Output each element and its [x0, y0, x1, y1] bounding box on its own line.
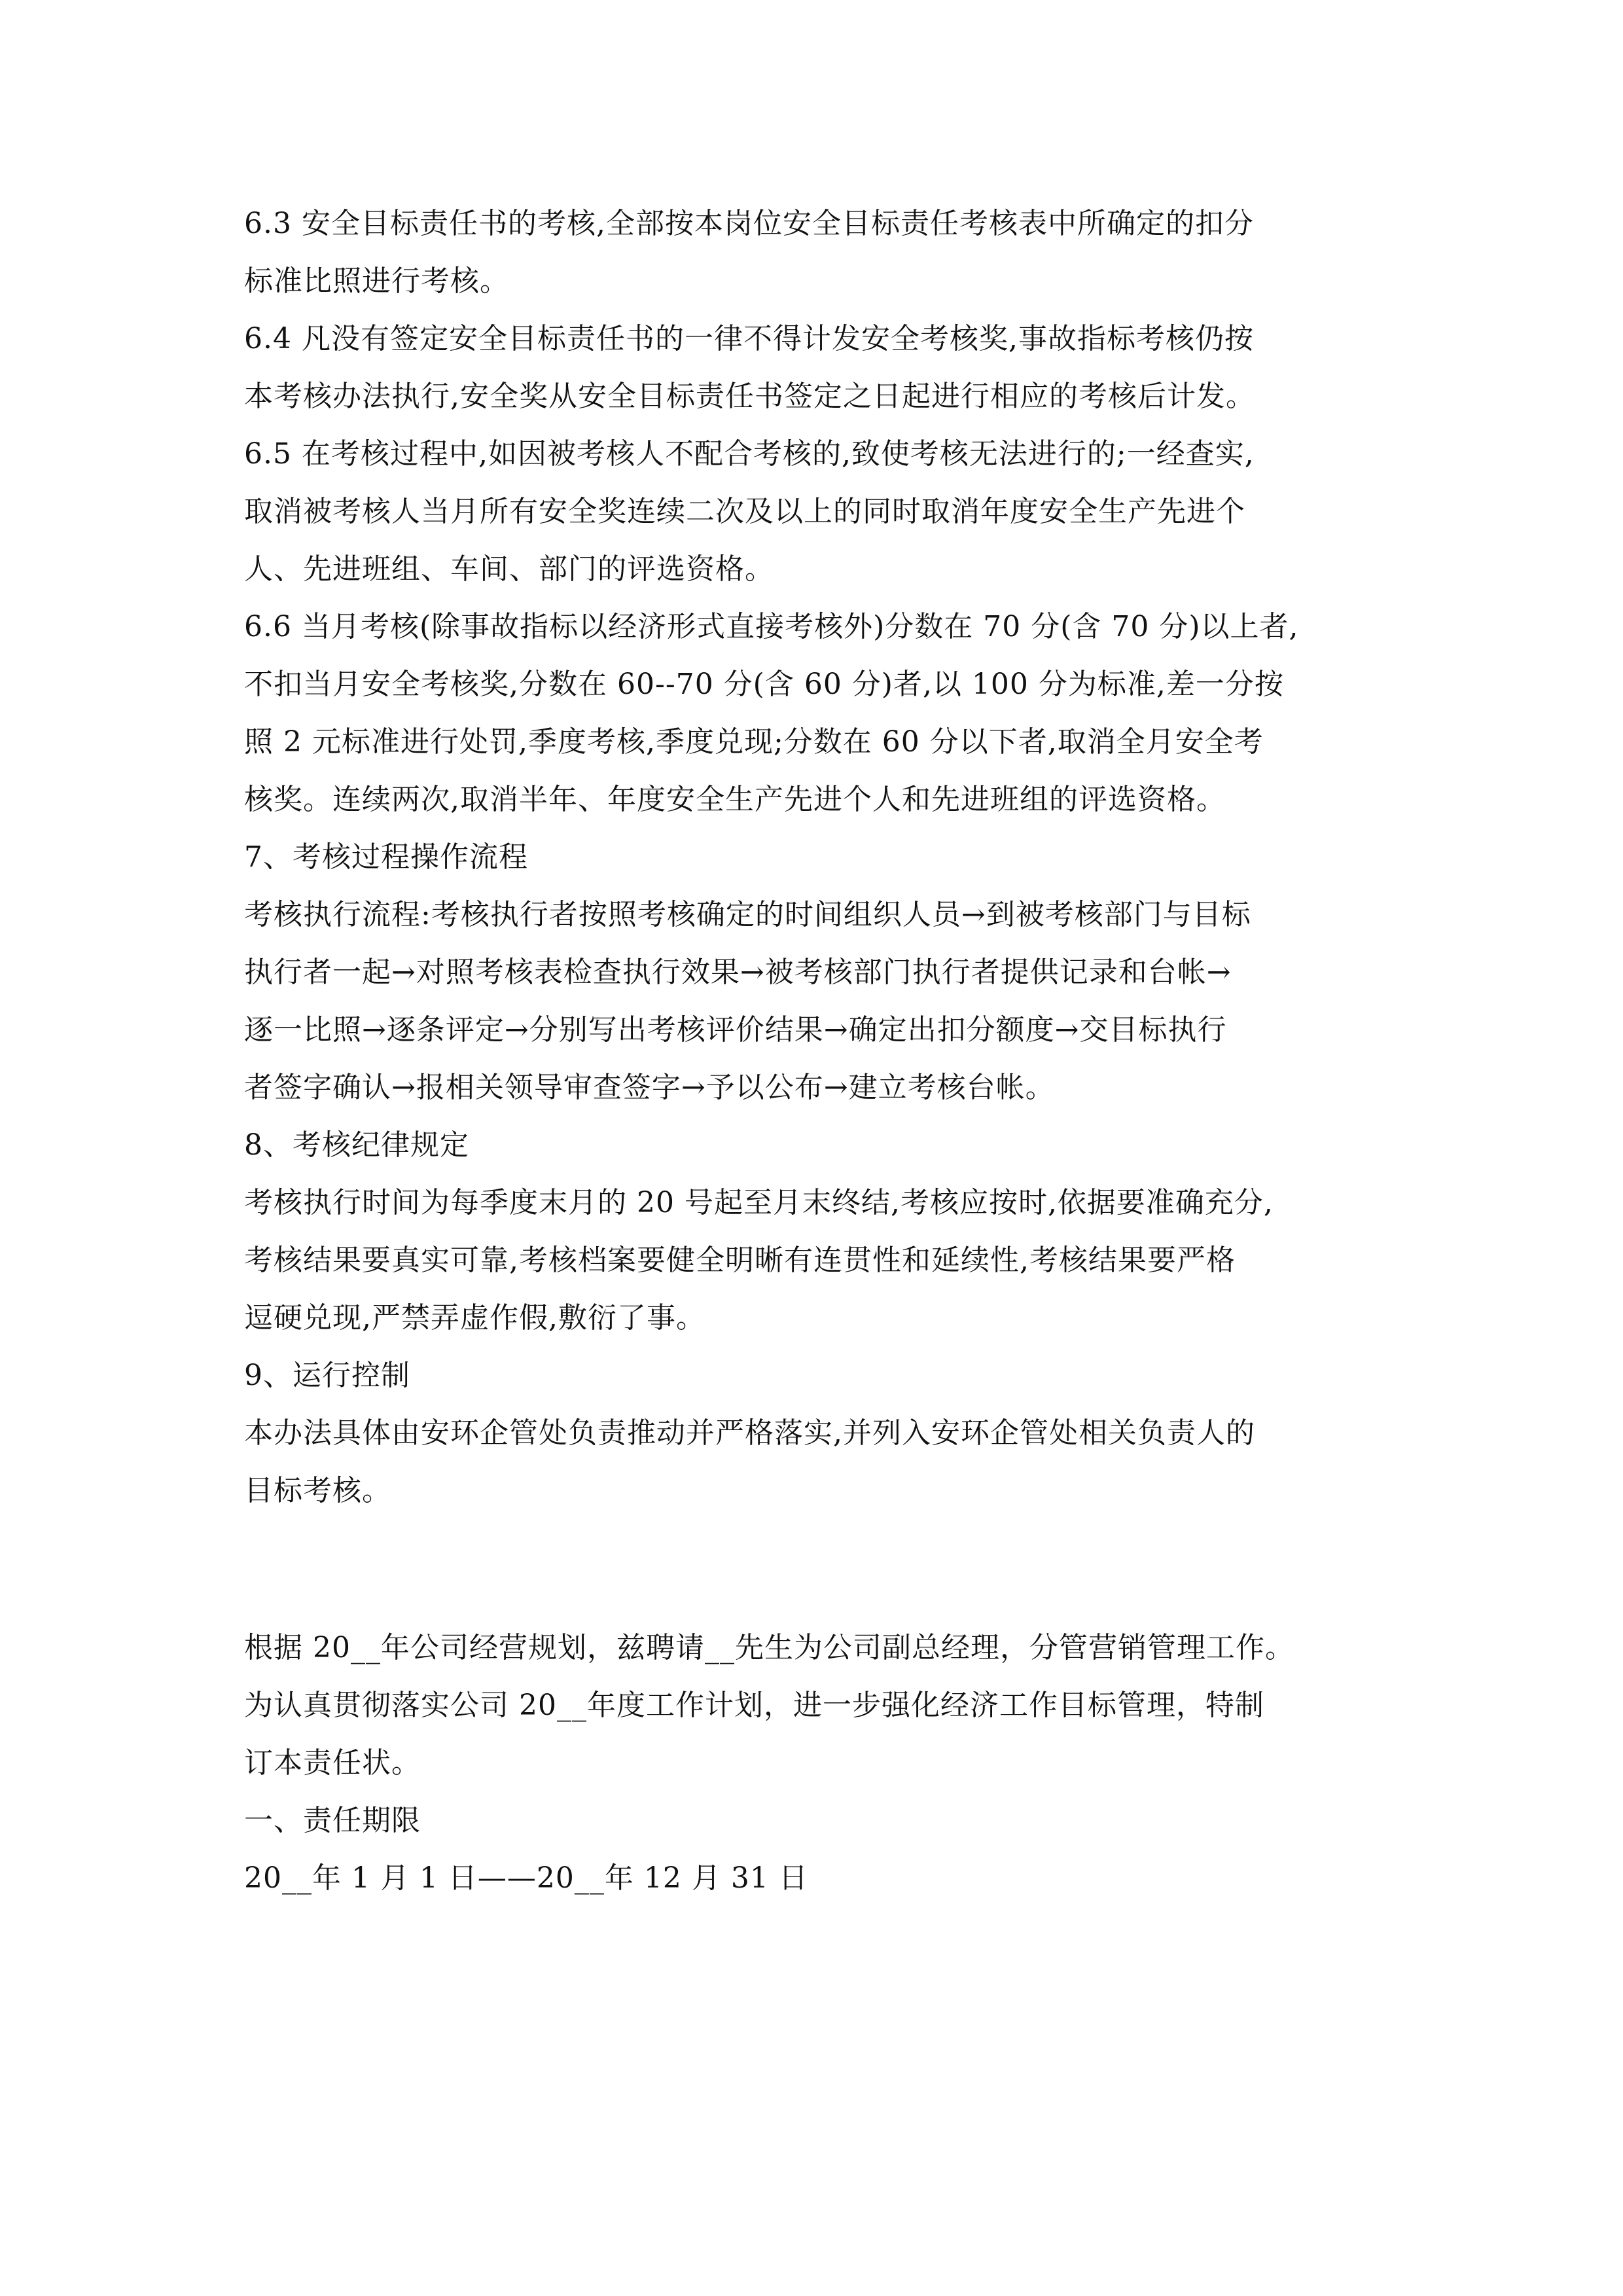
- paragraph-line: 逐一比照→逐条评定→分别写出考核评价结果→确定出扣分额度→交目标执行: [244, 1013, 1227, 1047]
- paragraph-line: 本考核办法执行,安全奖从安全目标责任书签定之日起进行相应的考核后计发。: [244, 380, 1255, 413]
- paragraph-line: 者签字确认→报相关领导审查签字→予以公布→建立考核台帐。: [244, 1071, 1055, 1104]
- document-body: [244, 195, 1416, 1907]
- paragraph-line: 取消被考核人当月所有安全奖连续二次及以上的同时取消年度安全生产先进个: [244, 495, 1245, 528]
- paragraph-line: 执行者一起→对照考核表检查执行效果→被考核部门执行者提供记录和台帐→: [244, 956, 1232, 989]
- section-heading: 8、考核纪律规定: [244, 1128, 469, 1162]
- paragraph-line: 订本责任状。: [244, 1746, 421, 1780]
- section-heading: 7、考核过程操作流程: [244, 840, 528, 874]
- paragraph-line: 核奖。连续两次,取消半年、年度安全生产先进个人和先进班组的评选资格。: [244, 783, 1226, 816]
- paragraph-line: 考核执行时间为每季度末月的 20 号起至月末终结,考核应按时,依据要准确充分,: [244, 1186, 1274, 1219]
- paragraph-line: 目标考核。: [244, 1474, 391, 1507]
- paragraph-line: 6.3 安全目标责任书的考核,全部按本岗位安全目标责任考核表中所确定的扣分: [244, 207, 1254, 240]
- section-heading: 一、责任期限: [244, 1804, 421, 1837]
- paragraph-line: 标准比照进行考核。: [244, 264, 509, 298]
- paragraph-line: 考核执行流程:考核执行者按照考核确定的时间组织人员→到被考核部门与目标: [244, 898, 1251, 931]
- paragraph-line: 6.4 凡没有签定安全目标责任书的一律不得计发安全考核奖,事故指标考核仍按: [244, 322, 1254, 355]
- paragraph-line: 人、先进班组、车间、部门的评选资格。: [244, 552, 774, 586]
- paragraph-line: 本办法具体由安环企管处负责推动并严格落实,并列入安环企管处相关负责人的: [244, 1416, 1255, 1450]
- paragraph-line: 考核结果要真实可靠,考核档案要健全明晰有连贯性和延续性,考核结果要严格: [244, 1244, 1236, 1277]
- section-gap: [244, 1520, 1416, 1619]
- paragraph-line: 不扣当月安全考核奖,分数在 60--70 分(含 60 分)者,以 100 分为标准,差一分按: [244, 668, 1284, 701]
- date-range-line: 20__年 1 月 1 日——20__年 12 月 31 日: [244, 1861, 808, 1895]
- paragraph-line: 6.6 当月考核(除事故指标以经济形式直接考核外)分数在 70 分(含 70 分)以上者,: [244, 610, 1299, 643]
- paragraph-line: 根据 20__年公司经营规划，兹聘请__先生为公司副总经理，分管营销管理工作。: [244, 1631, 1294, 1664]
- section-heading: 9、运行控制: [244, 1359, 410, 1392]
- paragraph-line: 为认真贯彻落实公司 20__年度工作计划，进一步强化经济工作目标管理，特制: [244, 1689, 1264, 1722]
- paragraph-line: 逗硬兑现,严禁弄虚作假,敷衍了事。: [244, 1301, 705, 1335]
- paragraph-line: 照 2 元标准进行处罚,季度考核,季度兑现;分数在 60 分以下者,取消全月安全考: [244, 725, 1264, 759]
- paragraph-line: 6.5 在考核过程中,如因被考核人不配合考核的,致使考核无法进行的;一经查实,: [244, 437, 1255, 471]
